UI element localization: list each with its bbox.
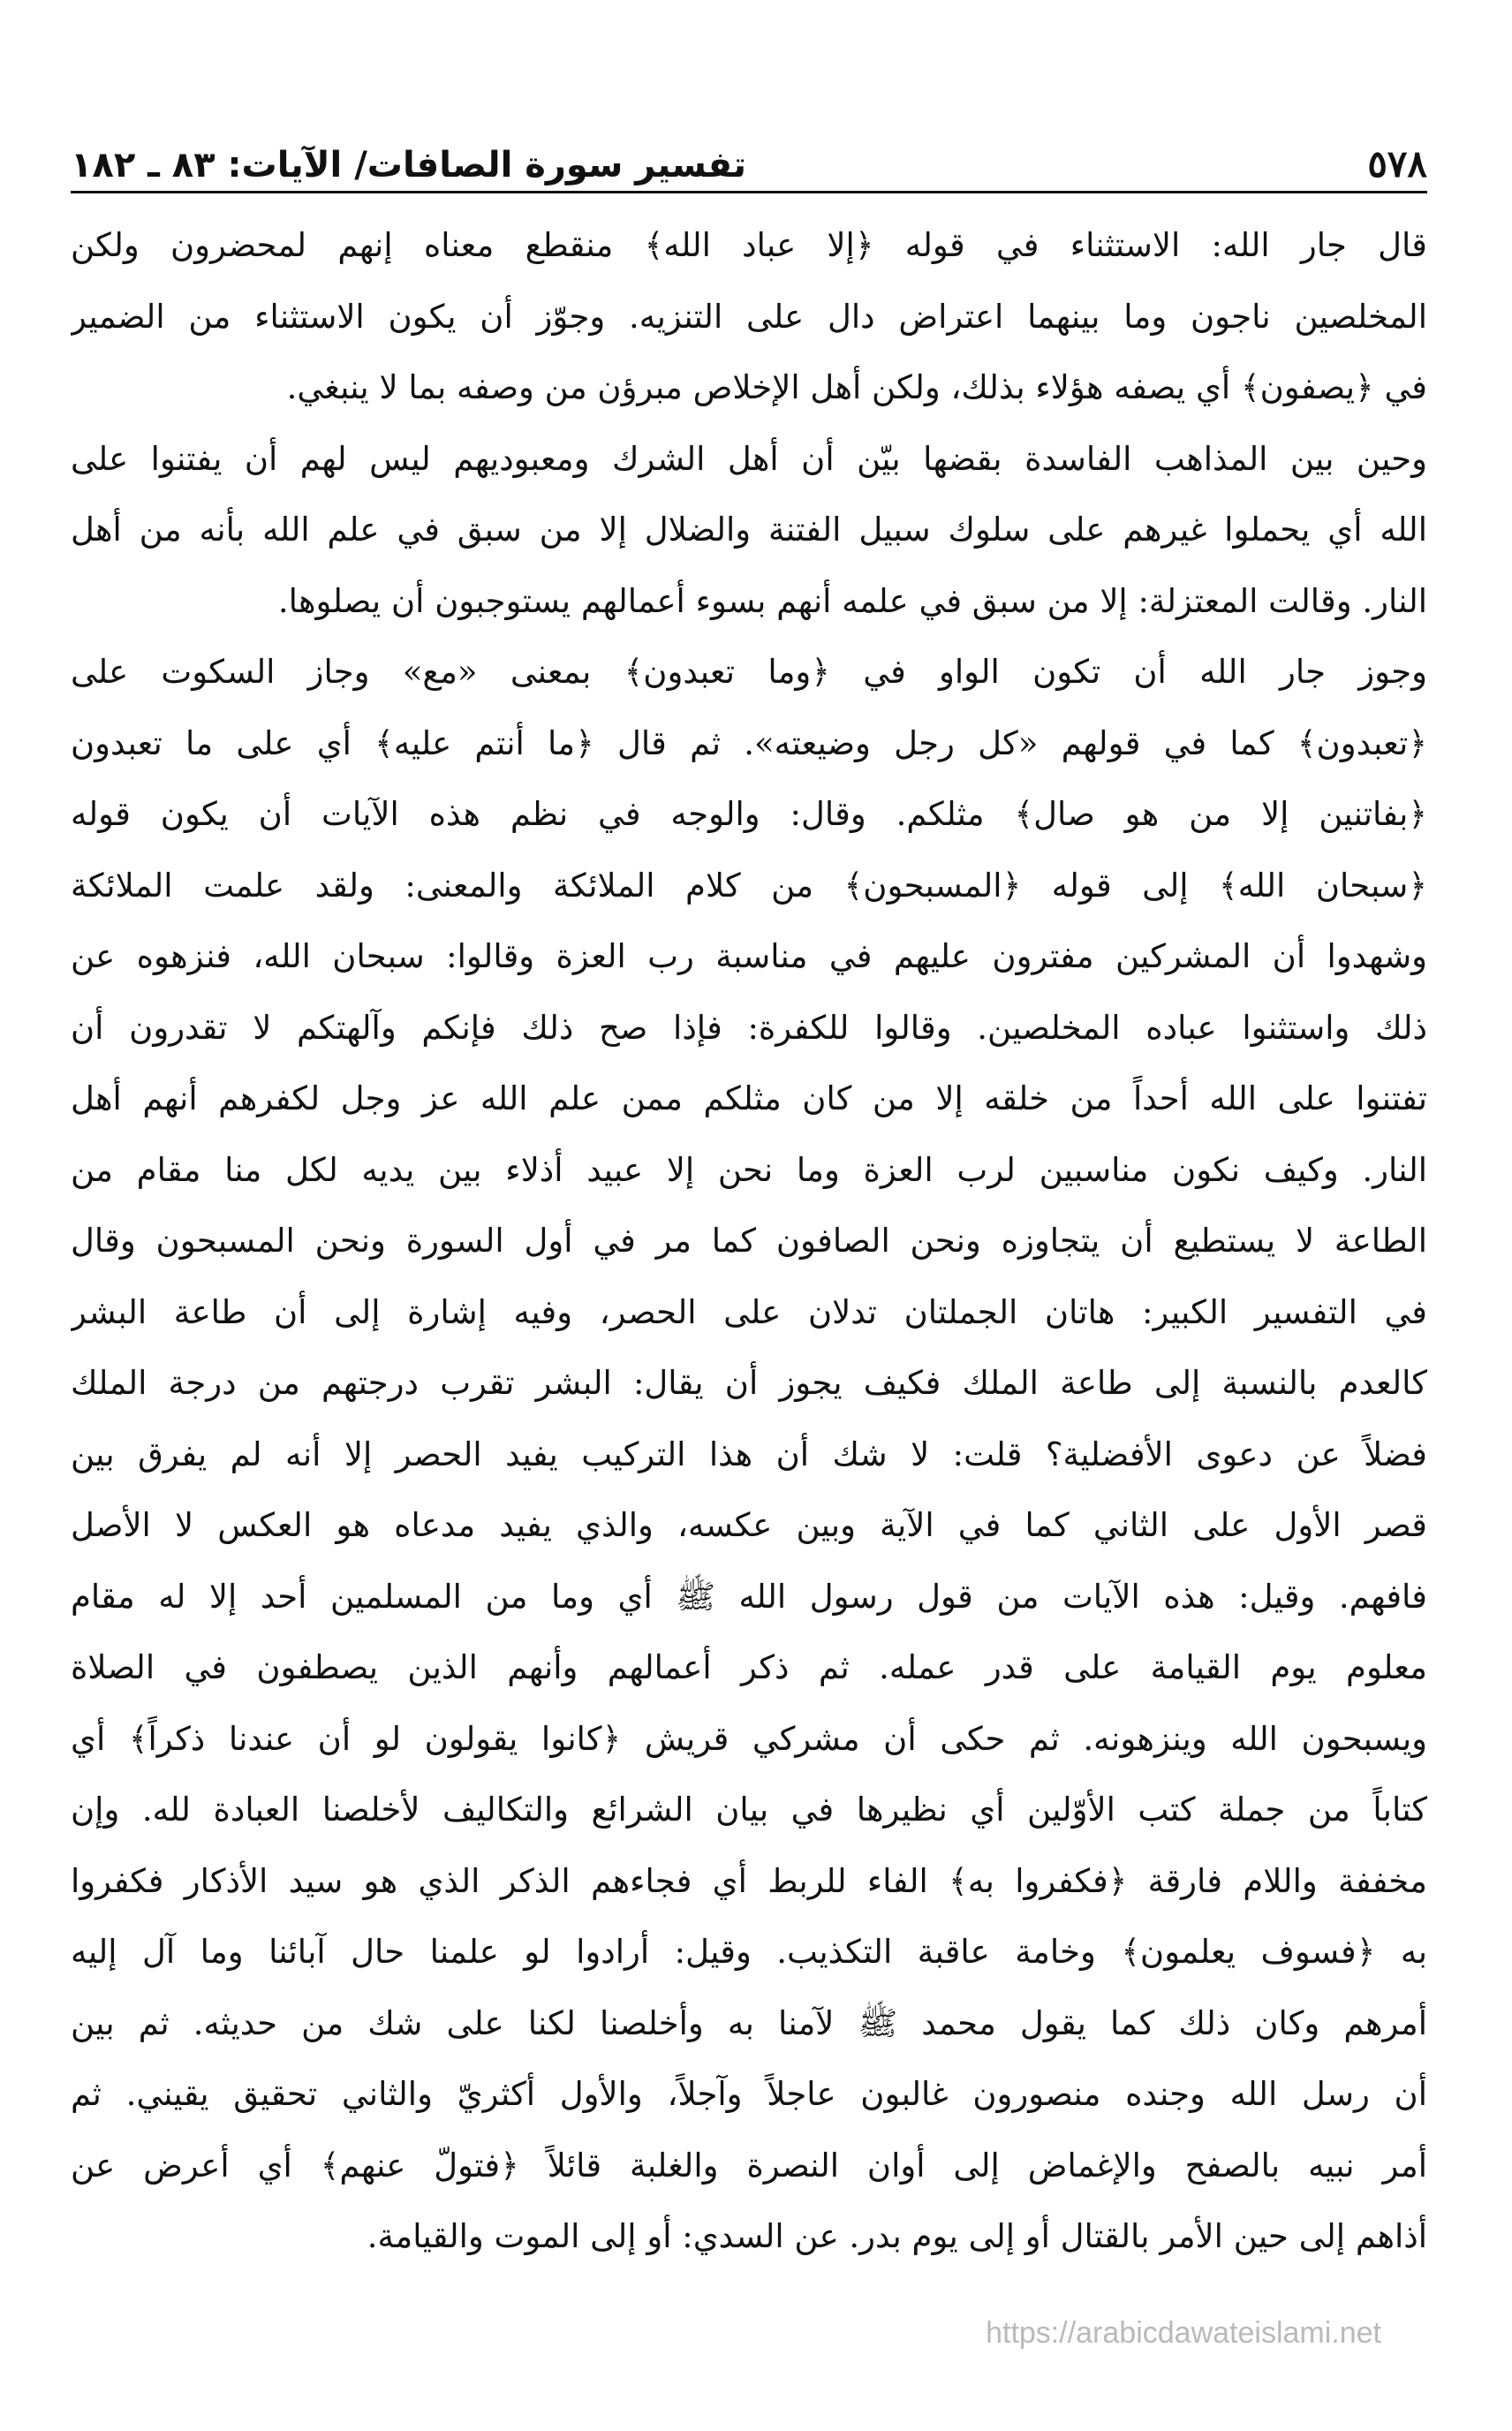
text-line: الله أي يحملوا غيرهم على سلوك سبيل الفتنة والضلال إلا من سبق في علم الله بأنه من أهل xyxy=(71,511,1427,549)
text-line: مخففة واللام فارقة ﴿فكفروا به﴾ الفاء للربط أي فجاءهم الذكر الذي هو سيد الأذكار فكفروا xyxy=(71,1861,1427,1900)
text-line: ويسبحون الله وينزهونه. ثم حكى أن مشركي قريش ﴿كانوا يقولون لو أن عندنا ذكراً﴾ أي xyxy=(71,1719,1427,1758)
text-line: أن رسل الله وجنده منصورون غالبون عاجلاً وآجلاً، والأول أكثريّ والثاني تحقيق يقيني. ثم xyxy=(71,2075,1427,2113)
text-line: النار. وقالت المعتزلة: إلا من سبق في علمه أنهم بسوء أعمالهم يستوجبون أن يصلوها. xyxy=(277,581,1427,620)
text-line: وشهدوا أن المشركين مفترون عليهم في مناسبة رب العزة وقالوا: سبحان الله، فنزهوه عن xyxy=(71,937,1427,975)
text-line: المخلصين ناجون وما بينهما اعتراض دال على التنزيه. وجوّز أن يكون الاستثناء من الضمير xyxy=(71,297,1427,336)
text-line: معلوم يوم القيامة على قدر عمله. ثم ذكر أعمالهم وأنهم الذين يصطفون في الصلاة xyxy=(71,1648,1427,1686)
text-line: به ﴿فسوف يعلمون﴾ وخامة عاقبة التكذيب. وقيل: أرادوا لو علمنا حال آبائنا وما آل إليه xyxy=(71,1933,1427,1971)
text-line: ﴿بفاتنين إلا من هو صال﴾ مثلكم. وقال: والوجه في نظم هذه الآيات أن يكون قوله xyxy=(71,795,1427,833)
text-line: فضلاً عن دعوى الأفضلية؟ قلت: لا شك أن هذا التركيب يفيد الحصر إلا أنه لم يفرق بين xyxy=(71,1435,1427,1473)
page-number: ٥٧٨ xyxy=(1367,142,1427,186)
text-line: فافهم. وقيل: هذه الآيات من قول رسول الله ﷺ أي وما من المسلمين أحد إلا له مقام xyxy=(71,1577,1427,1616)
text-line: قصر الأول على الثاني كما في الآية وبين عكسه، والذي يفيد مدعاه هو العكس لا الأصل xyxy=(71,1506,1427,1544)
text-line: كتاباً من جملة كتب الأوّلين أي نظيرها في بيان الشرائع والتكاليف لأخلصنا العبادة لله. وإن xyxy=(71,1791,1427,1829)
text-line: أذاهم إلى حين الأمر بالقتال أو إلى يوم بدر. عن السدي: أو إلى الموت والقيامة. xyxy=(367,2217,1427,2255)
page-header xyxy=(71,133,1427,193)
watermark-url: https://arabicdawateislami.net xyxy=(986,2316,1381,2350)
text-line: في ﴿يصفون﴾ أي يصفه هؤلاء بذلك، ولكن أهل الإخلاص مبرؤن من وصفه بما لا ينبغي. xyxy=(286,368,1427,406)
text-line: الطاعة لا يستطيع أن يتجاوزه ونحن الصافون كما مر في أول السورة ونحن المسبحون وقال xyxy=(71,1222,1427,1260)
text-line: تفتنوا على الله أحداً من خلقه إلا من كان مثلكم ممن علم الله عز وجل لكفرهم أنهم أهل xyxy=(71,1079,1427,1117)
text-line: وحين بين المذاهب الفاسدة بقضها بيّن أن أهل الشرك ومعبوديهم ليس لهم أن يفتنوا على xyxy=(71,439,1427,478)
text-line: قال جار الله: الاستثناء في قوله ﴿إلا عباد الله﴾ منقطع معناه إنهم لمحضرون ولكن xyxy=(71,226,1427,264)
main-text xyxy=(71,210,1427,2273)
text-line: ذلك واستثنوا عباده المخلصين. وقالوا للكفرة: فإذا صح ذلك فإنكم وآلهتكم لا تقدرون أن xyxy=(71,1008,1427,1047)
text-line: في التفسير الكبير: هاتان الجملتان تدلان على الحصر، وفيه إشارة إلى أن طاعة البشر xyxy=(71,1292,1427,1331)
running-title: تفسير سورة الصافات/ الآيات: ٨٣ ـ ١٨٢ xyxy=(71,145,746,186)
text-line: كالعدم بالنسبة إلى طاعة الملك فكيف يجوز أن يقال: البشر تقرب درجتهم من درجة الملك xyxy=(71,1364,1427,1402)
text-line: النار. وكيف نكون مناسبين لرب العزة وما نحن إلا عبيد أذلاء بين يديه لكل منا مقام من xyxy=(71,1150,1427,1189)
text-line: ﴿تعبدون﴾ كما في قولهم «كل رجل وضيعته». ثم قال ﴿ما أنتم عليه﴾ أي على ما تعبدون xyxy=(71,723,1427,762)
text-line: أمرهم وكان ذلك كما يقول محمد ﷺ لآمنا به وأخلصنا لكنا على شك من حديثه. ثم بين xyxy=(71,2003,1427,2042)
text-line: وجوز جار الله أن تكون الواو في ﴿وما تعبدون﴾ بمعنى «مع» وجاز السكوت على xyxy=(71,653,1427,691)
text-line: ﴿سبحان الله﴾ إلى قوله ﴿المسبحون﴾ من كلام الملائكة والمعنى: ولقد علمت الملائكة xyxy=(71,866,1427,905)
text-line: أمر نبيه بالصفح والإغماض إلى أوان النصرة والغلبة قائلاً ﴿فتولّ عنهم﴾ أي أعرض عن xyxy=(71,2146,1427,2185)
